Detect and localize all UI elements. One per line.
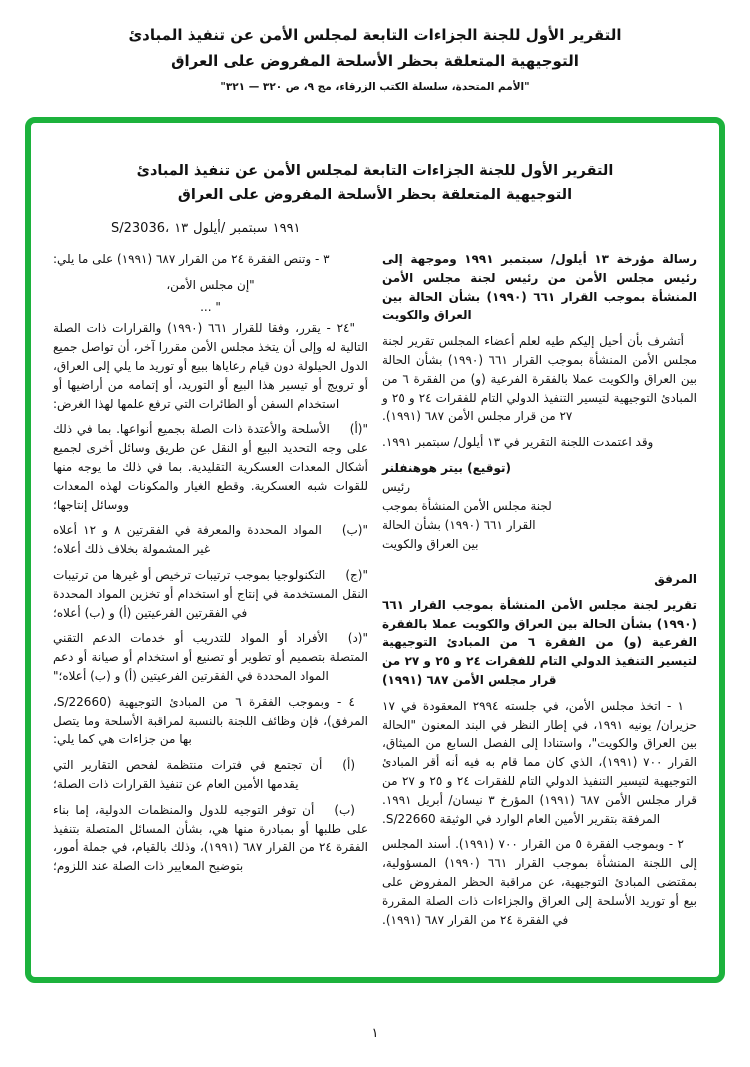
paragraph: ١ - اتخذ مجلس الأمن، في جلسته ٢٩٩٤ المعقودة في ١٧ حزيران/ يونيه ١٩٩١، في إطار النظر في البند المعنون "الحالة بين العراق والكويت"، واستنادا إلى الفصل السابع من الميثاق، القرار ٧٠٠ (١٩٩١)، الذي كان مما قام به فيه أنه أقر المبادئ التوجيهية لتيسير التنفيذ الدولي التام للفقرات ٢٤ و ٢٥ و ٢٧ من قرار مجلس الأمن ٦٨٧ (١٩٩١) المؤرخ ٣ نيسان/ أبريل ١٩٩١. المرفقة بتقرير الأمين العام الوارد في الوثيقة S/22660. xyxy=(382,698,698,826)
dateline-token: أيلول/ xyxy=(193,221,226,236)
document-title-line1: التقرير الأول للجنة الجزاءات التابعة لمجلس الأمن عن تنفيذ المبادئ xyxy=(136,163,614,179)
signature-block xyxy=(382,459,697,554)
page-number: ١ xyxy=(371,1026,379,1041)
signature-title-line: بين العراق والكويت xyxy=(382,536,479,551)
page-header-title-line2: التوجيهية المتعلقة بحظر الأسلحة المفروض على العراق xyxy=(171,52,579,70)
paragraph: ٤ - وبموجب الفقرة ٦ من المبادئ التوجيهية (S/22660، المرفق)، فإن وظائف اللجنة بالنسبة لمراقبة الأسلحة وما يتصل بها من جزاءات هي كما يلي: xyxy=(53,694,368,747)
page-header-source-line: "الأمم المتحدة، سلسلة الكتب الزرقاء، مج ٩، ص ٣٢٠ — ٣٢١" xyxy=(220,81,530,93)
paragraph: ٢ - وبموجب الفقرة ٥ من القرار ٧٠٠ (١٩٩١). أسند المجلس إلى اللجنة المنشأة بموجب القرار ٦٦١ (١٩٩٠) المسؤولية، بمقتضى المبادئ التوجيهية، عن مراقبة الحظر المفروض على بيع أو توريد الأسلحة إلى العراق والجزاءات ذات الصلة المقررة في الفقرة ٢٤ من القرار ٦٨٧ (١٩٩١). xyxy=(382,837,697,927)
signature-title-line: رئيس xyxy=(382,479,411,494)
dateline-token: S/23036، xyxy=(111,221,170,236)
list-item-text: الأسلحة والأعتدة ذات الصلة بجميع أنواعها. بما في ذلك على وجه التحديد البيع أو النقل عن طريق وسائل أخرى لجميع أشكال المعدات العسكرية التقليدية. بما في ذلك ما يوجه منها للقوات شبه العسكرية. وقطع الغيار والمكونات لهذه المعدات ووسائل إنتاجها؛ xyxy=(53,422,368,512)
quote-line: "إن مجلس الأمن، xyxy=(166,277,255,292)
document-symbol-dateline xyxy=(53,221,697,236)
list-item-label: (ب) xyxy=(334,802,355,817)
list-item-label: "(ب) xyxy=(341,523,368,538)
list-item xyxy=(53,420,368,514)
list-item-label: "(ج) xyxy=(345,567,368,582)
paragraph: "٢٤ - يقرر، وفقا للقرار ٦٦١ (١٩٩٠) والقرارات ذات الصلة التالية له وإلى أن يتخذ مجلس الأمن مقررا آخر، أن تواصل جميع الدول الحيلولة دون قيام رعاياها ببيع أو توريد ما يلي إلى العراق، أو ترويج أو تيسير هذا البيع أو التوريد، أو إتمامه من أراضيها أو استخدام السفن أو الطائرات التي ترفع علمها لهذا الغرض: xyxy=(53,321,368,411)
list-item-label: (أ) xyxy=(342,758,355,773)
dateline-token: ١٩٩١ xyxy=(272,221,301,236)
page-header-title-line1: التقرير الأول للجنة الجزاءات التابعة لمجلس الأمن عن تنفيذ المبادئ xyxy=(128,26,622,44)
list-item-label: "(أ) xyxy=(349,422,368,437)
document-frame xyxy=(25,117,725,983)
column-left xyxy=(53,250,368,936)
list-item-text: أن توفر التوجيه للدول والمنظمات الدولية، إما بناء على طلبها أو بمبادرة منها هي، بشأن المسائل المتصلة بتنفيذ الفقرة ٢٤ من القرار ٦٨٧ (١٩٩١)، وذلك بالقيام، في جملة أمور، بتوضيح المعايير ذات الصلة عند اللزوم؛ xyxy=(53,802,368,874)
list-item xyxy=(53,566,368,622)
document-title xyxy=(53,159,697,207)
signature-title-line: القرار ٦٦١ (١٩٩٠) بشأن الحالة xyxy=(382,517,536,532)
signature-line: (توقيع) بيتر هوهنفلنر xyxy=(382,460,512,475)
text-columns xyxy=(53,250,697,936)
dateline-token: ١٣ xyxy=(174,221,189,236)
list-item xyxy=(53,756,368,794)
signature-title-line: لجنة مجلس الأمن المنشأة بموجب xyxy=(382,498,552,513)
list-item-text: التكنولوجيا بموجب ترتيبات ترخيص أو غيرها من ترتيبات النقل المستخدمة في إنتاج أو استخدام أو تخزين المواد المحددة في الفقرتين الفرعيتين (أ) و (ب) أعلاه؛ xyxy=(53,567,368,620)
paragraph: أتشرف بأن أحيل إليكم طيه لعلم أعضاء المجلس تقرير لجنة مجلس الأمن المنشأة بموجب القرار ٦٦١ (١٩٩٠) بشأن الحالة بين العراق والكويت عملا بالفقرة الفرعية (و) من الفقرة ٦ من المبادئ التوجيهية لتيسير التنفيذ الدولي التام للفقرات ٢٤ و ٢٥ و ٢٧ من قرار مجلس الأمن ٦٨٧ (١٩٩١). xyxy=(382,334,697,424)
lead-paragraph: تقرير لجنة مجلس الأمن المنشأة بموجب القرار ٦٦١ (١٩٩٠) بشأن الحالة بين العراق والكويت عملا بالفقرة الفرعية (و) من الفقرة ٦ من المبادئ التوجيهية لتيسير التنفيذ الدولي التام للفقرات ٢٤ و ٢٥ و ٢٧ من قرار مجلس الأمن ٦٨٧ (١٩٩١) xyxy=(382,597,698,687)
annex-heading: المرفق xyxy=(654,571,697,586)
list-item-text: المواد المحددة والمعرفة في الفقرتين ٨ و ١٢ أعلاه غير المشمولة بخلاف ذلك أعلاه؛ xyxy=(53,523,322,557)
document-title-line2: التوجيهية المتعلقة بحظر الأسلحة المفروض على العراق xyxy=(177,187,573,203)
page-header xyxy=(0,0,750,93)
lead-paragraph: رسالة مؤرخة ١٣ أيلول/ سبتمبر ١٩٩١ وموجهة إلى رئيس مجلس الأمن من رئيس لجنة مجلس الأمن المنشأة بموجب القرار ٦٦١ (١٩٩٠) بشأن الحالة بين العراق والكويت xyxy=(382,252,698,323)
dateline-token: سبتمبر xyxy=(230,221,268,236)
list-item xyxy=(53,521,368,559)
list-item xyxy=(53,801,368,876)
list-item-text: الأفراد أو المواد للتدريب أو خدمات الدعم التقني المتصلة بتصميم أو تطوير أو تصنيع أو استخدام أو صيانة أو دعم المواد المحددة في الفقرتين الفرعيتين (أ) و (ب) أعلاه؛" xyxy=(53,631,368,683)
quote-line: " ... xyxy=(200,299,221,314)
column-right xyxy=(382,250,697,936)
paragraph: ٣ - وتنص الفقرة ٢٤ من القرار ٦٨٧ (١٩٩١) على ما يلي: xyxy=(53,252,330,266)
list-item-text: أن تجتمع في فترات منتظمة لفحص التقارير التي يقدمها الأمين العام عن تنفيذ القرارات ذات الصلة؛ xyxy=(53,758,323,791)
paragraph: وقد اعتمدت اللجنة التقرير في ١٣ أيلول/ سبتمبر ١٩٩١. xyxy=(382,435,654,450)
list-item-label: "(د) xyxy=(347,631,368,646)
list-item xyxy=(53,629,368,685)
